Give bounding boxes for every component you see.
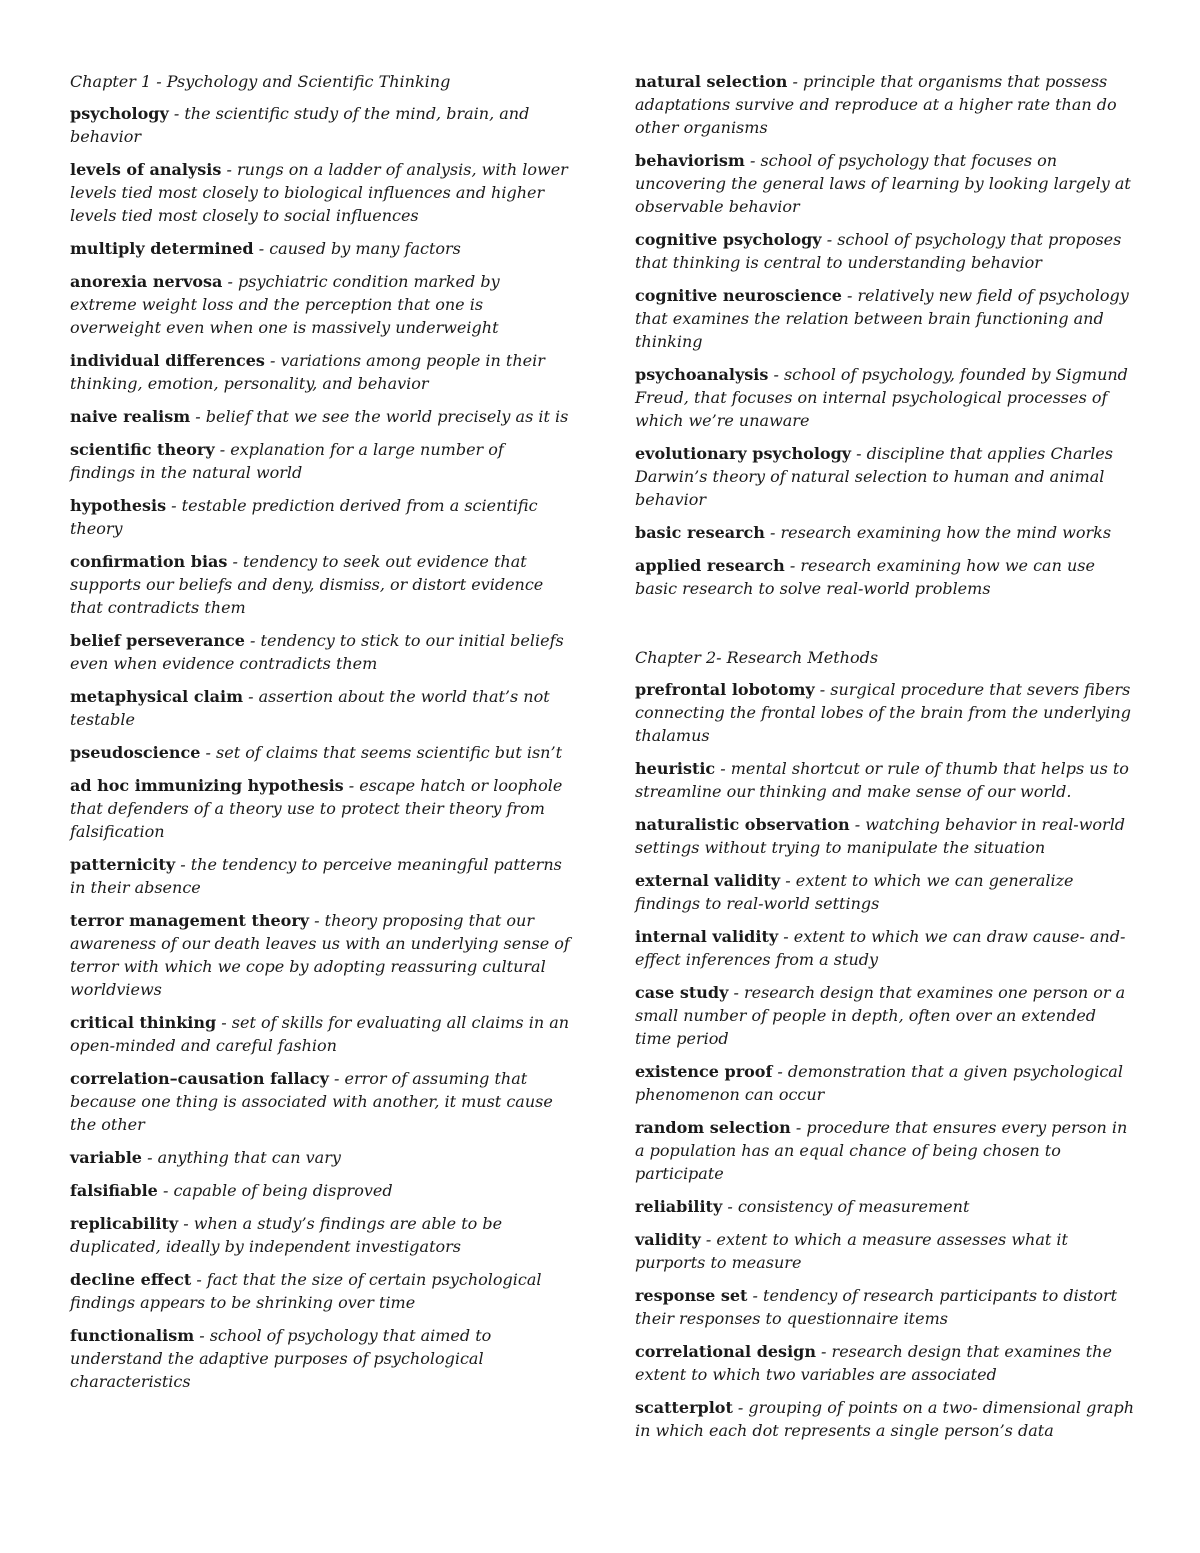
term-separator: -	[732, 1398, 749, 1417]
glossary-definition: school of psychology that proposes that thinking is central to understanding behavior	[635, 230, 1122, 272]
glossary-term: behaviorism	[635, 151, 745, 170]
chapter-1-heading: Chapter 1 - Psychology and Scientific Thinking	[70, 72, 451, 91]
glossary-entry	[70, 102, 570, 148]
glossary-entry	[635, 1228, 1135, 1274]
glossary-definition: psychiatric condition marked by extreme weight loss and the perception that one is overweight even when one is massively underweight	[70, 272, 500, 337]
glossary-definition: theory proposing that our awareness of our death leaves us with an underlying sense of terror with which we cope by adopting reassuring cultural worldviews	[70, 911, 570, 999]
glossary-term: psychology	[70, 104, 169, 123]
glossary-definition: mental shortcut or rule of thumb that helps us to streamline our thinking and make sense of our world.	[635, 759, 1129, 801]
glossary-definition: set of claims that seems scientific but isn’t	[216, 743, 562, 762]
glossary-definition: principle that organisms that possess adaptations survive and reproduce at a higher rate than do other organisms	[635, 72, 1117, 137]
glossary-definition: procedure that ensures every person in a population has an equal chance of being chosen to participate	[635, 1118, 1128, 1183]
glossary-entry	[635, 363, 1135, 432]
glossary-term: external validity	[635, 871, 781, 890]
term-separator: -	[244, 631, 261, 650]
glossary-definition: capable of being disproved	[173, 1181, 393, 1200]
term-separator: -	[175, 855, 191, 874]
glossary-definition: research design that examines one person or a small number of people in depth, often over an extended time period	[635, 983, 1126, 1048]
glossary-term: belief perseverance	[70, 631, 245, 650]
glossary-entry	[635, 521, 1135, 544]
glossary-term: anorexia nervosa	[70, 272, 223, 291]
term-separator: -	[728, 983, 744, 1002]
glossary-term: random selection	[635, 1118, 791, 1137]
term-separator: -	[784, 556, 801, 575]
glossary-term: natural selection	[635, 72, 788, 91]
term-separator: -	[166, 496, 182, 515]
glossary-entry	[70, 909, 570, 1001]
glossary-definition: tendency to seek out evidence that supports our beliefs and deny, dismiss, or distort evidence that contradicts them	[70, 552, 544, 617]
glossary-entry	[635, 925, 1135, 971]
term-separator: -	[253, 239, 270, 258]
glossary-term: hypothesis	[70, 496, 167, 515]
glossary-term: falsifiable	[70, 1181, 158, 1200]
glossary-definition: escape hatch or loophole that defenders of a theory use to protect their theory from falsification	[70, 776, 563, 841]
glossary-entry	[635, 813, 1135, 859]
glossary-term: individual differences	[70, 351, 265, 370]
glossary-entry	[70, 853, 570, 899]
glossary-term: cognitive psychology	[635, 230, 822, 249]
term-separator: -	[715, 759, 731, 778]
glossary-definition: tendency of research participants to distort their responses to questionnaire items	[635, 1286, 1118, 1328]
glossary-definition: error of assuming that because one thing is associated with another, it must cause the other	[70, 1069, 553, 1134]
term-separator: -	[343, 776, 360, 795]
glossary-term: patternicity	[70, 855, 176, 874]
glossary-term: basic research	[635, 523, 765, 542]
glossary-entry	[70, 237, 570, 260]
term-separator: -	[814, 680, 831, 699]
term-separator: -	[722, 1197, 738, 1216]
term-separator: -	[222, 272, 238, 291]
glossary-definition: the scientific study of the mind, brain, and behavior	[70, 104, 530, 146]
glossary-term: replicability	[70, 1214, 179, 1233]
right-column	[635, 70, 1135, 1452]
glossary-term: terror management theory	[70, 911, 310, 930]
glossary-entry	[70, 774, 570, 843]
glossary-term: evolutionary psychology	[635, 444, 852, 463]
glossary-term: multiply determined	[70, 239, 254, 258]
glossary-definition: belief that we see the world precisely as it is	[205, 407, 569, 426]
term-separator: -	[772, 1062, 788, 1081]
glossary-entry	[635, 554, 1135, 600]
glossary-entry	[70, 158, 570, 227]
glossary-entry	[70, 685, 570, 731]
term-separator: -	[849, 815, 866, 834]
glossary-definition: tendency to stick to our initial beliefs even when evidence contradicts them	[70, 631, 564, 673]
glossary-definition: school of psychology that aimed to understand the adaptive purposes of psychological characteristics	[70, 1326, 492, 1391]
glossary-entry	[635, 1340, 1135, 1386]
term-separator: -	[821, 230, 838, 249]
glossary-term: ad hoc immunizing hypothesis	[70, 776, 344, 795]
glossary-term: variable	[70, 1148, 142, 1167]
glossary-term: levels of analysis	[70, 160, 222, 179]
glossary-entry	[70, 550, 570, 619]
glossary-definition: grouping of points on a two- dimensional graph in which each dot represents a single person’s data	[635, 1398, 1135, 1440]
glossary-definition: extent to which a measure assesses what it purports to measure	[635, 1230, 1068, 1272]
term-separator: -	[141, 1148, 158, 1167]
glossary-term: scatterplot	[635, 1398, 733, 1417]
term-separator: -	[778, 927, 794, 946]
glossary-entry	[70, 1146, 570, 1169]
glossary-definition: set of skills for evaluating all claims in an open-minded and careful fashion	[70, 1013, 570, 1055]
glossary-term: response set	[635, 1286, 748, 1305]
glossary-entry	[635, 1396, 1135, 1442]
glossary-term: correlation–causation fallacy	[70, 1069, 329, 1088]
term-separator: -	[780, 871, 796, 890]
glossary-term: scientific theory	[70, 440, 215, 459]
glossary-definition: when a study’s findings are able to be duplicated, ideally by independent investigators	[70, 1214, 503, 1256]
glossary-definition: extent to which we can draw cause- and-effect inferences from a study	[635, 927, 1126, 969]
glossary-term: applied research	[635, 556, 785, 575]
glossary-term: cognitive neuroscience	[635, 286, 842, 305]
glossary-definition: research examining how we can use basic research to solve real-world problems	[635, 556, 1095, 598]
term-separator: -	[221, 160, 237, 179]
glossary-definition: the tendency to perceive meaningful patterns in their absence	[70, 855, 562, 897]
glossary-entry	[70, 270, 570, 339]
term-separator: -	[194, 1326, 210, 1345]
glossary-term: functionalism	[70, 1326, 195, 1345]
term-separator: -	[157, 1181, 174, 1200]
glossary-definition: extent to which we can generalize findings to real-world settings	[635, 871, 1074, 913]
glossary-entry	[635, 284, 1135, 353]
glossary-definition: variations among people in their thinking, emotion, personality, and behavior	[70, 351, 545, 393]
glossary-definition: testable prediction derived from a scientific theory	[70, 496, 538, 538]
term-separator: -	[227, 552, 243, 571]
glossary-definition: anything that can vary	[157, 1148, 341, 1167]
glossary-entry	[70, 1324, 570, 1393]
glossary-definition: assertion about the world that’s not testable	[70, 687, 550, 729]
glossary-entry	[635, 757, 1135, 803]
glossary-entry	[70, 494, 570, 540]
glossary-term: psychoanalysis	[635, 365, 769, 384]
glossary-term: naturalistic observation	[635, 815, 850, 834]
glossary-definition: research design that examines the extent to which two variables are associated	[635, 1342, 1112, 1384]
glossary-term: pseudoscience	[70, 743, 201, 762]
term-separator: -	[764, 523, 781, 542]
glossary-term: heuristic	[635, 759, 716, 778]
glossary-definition: school of psychology, founded by Sigmund Freud, that focuses on internal psychological processes of which we’re unaware	[635, 365, 1128, 430]
glossary-term: existence proof	[635, 1062, 773, 1081]
term-separator: -	[190, 407, 206, 426]
term-separator: -	[178, 1214, 194, 1233]
term-separator: -	[747, 1286, 764, 1305]
term-separator: -	[200, 743, 217, 762]
glossary-entry	[635, 70, 1135, 139]
term-separator: -	[790, 1118, 807, 1137]
chapter-spacer	[635, 610, 1135, 646]
glossary-definition: school of psychology that focuses on uncovering the general laws of learning by looking largely at observable behavior	[635, 151, 1131, 216]
left-entry-list	[70, 102, 570, 1393]
glossary-term: critical thinking	[70, 1013, 217, 1032]
glossary-term: decline effect	[70, 1270, 192, 1289]
glossary-entry	[635, 1060, 1135, 1106]
glossary-entry	[635, 1116, 1135, 1185]
term-separator: -	[841, 286, 858, 305]
term-separator: -	[815, 1342, 832, 1361]
glossary-definition: relatively new field of psychology that examines the relation between brain functioning and thinking	[635, 286, 1129, 351]
chapter-2-heading: Chapter 2- Research Methods	[635, 648, 879, 667]
glossary-definition: fact that the size of certain psychological findings appears to be shrinking over time	[70, 1270, 542, 1312]
glossary-entry	[70, 438, 570, 484]
left-column	[70, 70, 570, 1403]
glossary-definition: watching behavior in real-world settings without trying to manipulate the situation	[635, 815, 1126, 857]
glossary-entry	[70, 1011, 570, 1057]
glossary-entry	[70, 405, 570, 428]
term-separator: -	[214, 440, 231, 459]
term-separator: -	[243, 687, 259, 706]
term-separator: -	[851, 444, 867, 463]
glossary-entry	[635, 442, 1135, 511]
glossary-entry	[70, 741, 570, 764]
glossary-term: internal validity	[635, 927, 779, 946]
term-separator: -	[744, 151, 761, 170]
term-separator: -	[216, 1013, 232, 1032]
right-entry-list-bottom	[635, 678, 1135, 1442]
glossary-entry	[70, 1212, 570, 1258]
glossary-entry	[635, 1195, 1135, 1218]
glossary-entry	[635, 678, 1135, 747]
glossary-definition: surgical procedure that severs fibers connecting the frontal lobes of the brain from the underlying thalamus	[635, 680, 1131, 745]
glossary-entry	[70, 1067, 570, 1136]
glossary-term: correlational design	[635, 1342, 816, 1361]
glossary-entry	[635, 981, 1135, 1050]
glossary-term: validity	[635, 1230, 701, 1249]
term-separator: -	[328, 1069, 345, 1088]
right-entry-list-top	[635, 70, 1135, 600]
term-separator: -	[309, 911, 325, 930]
glossary-term: case study	[635, 983, 729, 1002]
term-separator: -	[700, 1230, 717, 1249]
glossary-definition: explanation for a large number of findings in the natural world	[70, 440, 504, 482]
glossary-definition: demonstration that a given psychological phenomenon can occur	[635, 1062, 1123, 1104]
glossary-entry	[70, 629, 570, 675]
term-separator: -	[264, 351, 281, 370]
glossary-definition: caused by many factors	[269, 239, 461, 258]
term-separator: -	[768, 365, 784, 384]
term-separator: -	[787, 72, 804, 91]
glossary-entry	[635, 228, 1135, 274]
glossary-term: metaphysical claim	[70, 687, 244, 706]
glossary-entry	[70, 1268, 570, 1314]
glossary-term: reliability	[635, 1197, 723, 1216]
term-separator: -	[191, 1270, 207, 1289]
glossary-entry	[70, 349, 570, 395]
glossary-definition: consistency of measurement	[737, 1197, 970, 1216]
glossary-definition: rungs on a ladder of analysis, with lower levels tied most closely to biological influences and higher levels tied most closely to social influences	[70, 160, 568, 225]
glossary-term: confirmation bias	[70, 552, 228, 571]
glossary-definition: research examining how the mind works	[780, 523, 1112, 542]
glossary-definition: discipline that applies Charles Darwin’s theory of natural selection to human and animal behavior	[635, 444, 1113, 509]
glossary-entry	[70, 1179, 570, 1202]
glossary-term: prefrontal lobotomy	[635, 680, 815, 699]
glossary-entry	[635, 869, 1135, 915]
term-separator: -	[168, 104, 185, 123]
glossary-entry	[635, 1284, 1135, 1330]
glossary-entry	[635, 149, 1135, 218]
glossary-term: naive realism	[70, 407, 191, 426]
